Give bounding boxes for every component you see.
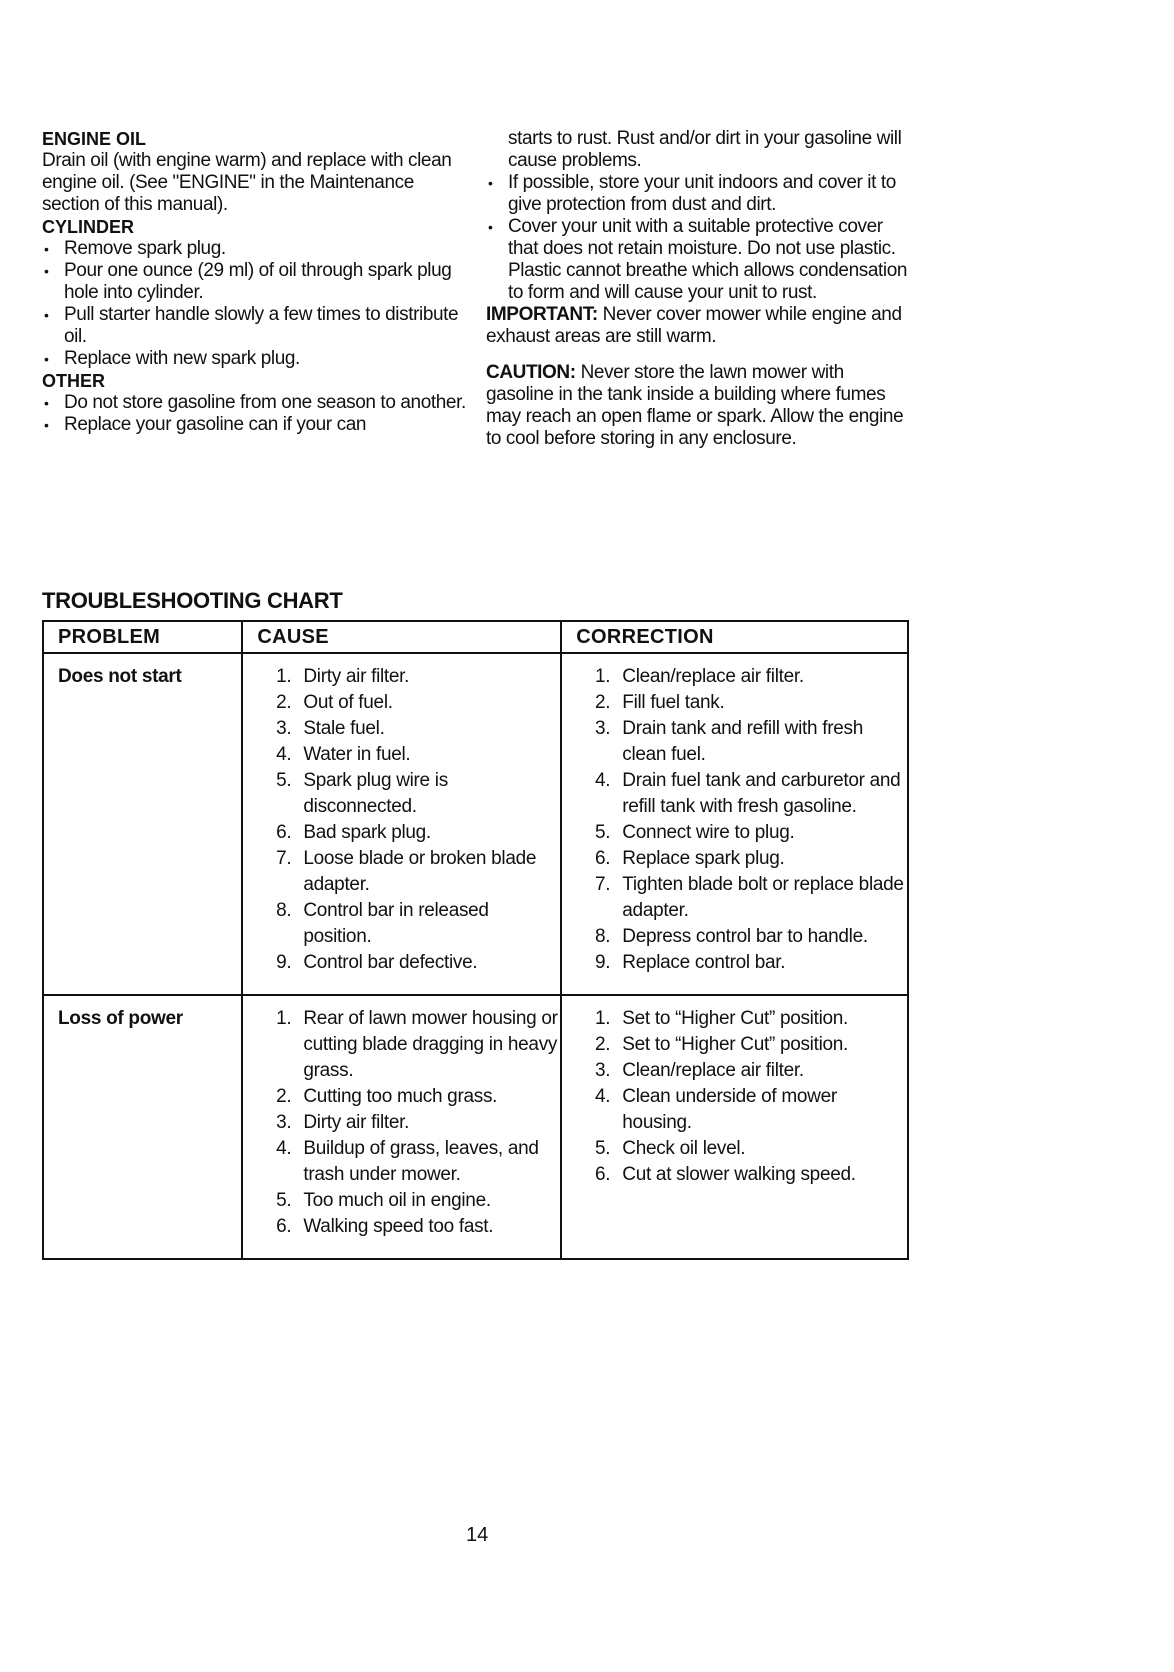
list-item [574, 664, 907, 690]
item-text: Rear of lawn mower housing or cutting blade dragging in heavy grass. [303, 1008, 558, 1081]
item-number: 3. [595, 718, 611, 739]
item-text: Too much oil in engine. [303, 1190, 491, 1211]
other-heading: OTHER [42, 371, 105, 391]
item-text: Buildup of grass, leaves, and trash under mower. [303, 1138, 539, 1185]
troubleshooting-table [42, 620, 909, 1260]
item-text: Dirty air filter. [303, 666, 410, 687]
rust-continuation-text: starts to rust. Rust and/or dirt in your gasoline will cause problems. [508, 128, 902, 171]
table-row [43, 995, 908, 1259]
list-item: • Do not store gasoline from one season to another. [42, 392, 472, 414]
item-text: Clean/replace air filter. [622, 1060, 804, 1081]
item-number: 8. [276, 900, 292, 921]
item-text: Bad spark plug. [303, 822, 431, 843]
list-item [255, 1110, 560, 1136]
header-problem: PROBLEM [43, 621, 242, 653]
list-item [255, 664, 560, 690]
caution-label: CAUTION: [486, 362, 576, 383]
item-number: 6. [276, 1216, 292, 1237]
cause-cell [242, 653, 561, 995]
item-number: 2. [276, 1086, 292, 1107]
caution-note [486, 362, 916, 450]
item-text: Fill fuel tank. [622, 692, 725, 713]
important-note [486, 304, 916, 348]
item-number: 7. [276, 848, 292, 869]
important-label: IMPORTANT: [486, 304, 598, 325]
list-item [255, 846, 560, 898]
item-text: Set to “Higher Cut” position. [622, 1034, 849, 1055]
list-item [574, 1006, 907, 1032]
item-number: 3. [276, 1112, 292, 1133]
important-text: Never cover mower while engine and exhaust areas are still warm. [486, 304, 902, 347]
item-text: Control bar in released position. [303, 900, 489, 947]
list-item: • Pull starter handle slowly a few times to distribute oil. [42, 304, 472, 348]
item-text: Cutting too much grass. [303, 1086, 498, 1107]
item-number: 7. [595, 874, 611, 895]
item-text: Cut at slower walking speed. [622, 1164, 856, 1185]
item-number: 5. [276, 770, 292, 791]
list-item: • Pour one ounce (29 ml) of oil through spark plug hole into cylinder. [42, 260, 472, 304]
engine-oil-text: Drain oil (with engine warm) and replace with clean engine oil. (See "ENGINE" in the Maintenance section of this manual). [42, 150, 452, 215]
item-number: 3. [595, 1060, 611, 1081]
item-number: 2. [595, 1034, 611, 1055]
item-text: Control bar defective. [303, 952, 478, 973]
item-text: Clean/replace air filter. [622, 666, 804, 687]
item-text: Clean underside of mower housing. [622, 1086, 837, 1133]
item-text: Tighten blade bolt or replace blade adapter. [622, 874, 904, 921]
troubleshooting-body [43, 653, 908, 1259]
item-number: 1. [595, 1008, 611, 1029]
item-text: Out of fuel. [303, 692, 393, 713]
list-item: • Replace with new spark plug. [42, 348, 472, 370]
other-list [42, 392, 472, 436]
list-item [255, 820, 560, 846]
left-column [42, 128, 472, 436]
item-text: Replace control bar. [622, 952, 786, 973]
caution-text: Never store the lawn mower with gasoline in the tank inside a building where fumes may reach an open flame or spark. Allow the engine to cool before storing in any enclosure. [486, 362, 904, 449]
cylinder-list [42, 238, 472, 370]
engine-oil-heading: ENGINE OIL [42, 129, 147, 149]
item-number: 8. [595, 926, 611, 947]
right-column [486, 128, 916, 450]
list-item [255, 950, 560, 976]
list-item [574, 690, 907, 716]
item-number: 1. [595, 666, 611, 687]
item-number: 4. [276, 1138, 292, 1159]
item-number: 5. [595, 822, 611, 843]
item-text: Set to “Higher Cut” position. [622, 1008, 849, 1029]
item-text: Dirty air filter. [303, 1112, 410, 1133]
list-item [574, 1084, 907, 1136]
list-item [255, 690, 560, 716]
list-item: • If possible, store your unit indoors and cover it to give protection from dust and dirt. [486, 172, 916, 216]
item-text: Connect wire to plug. [622, 822, 795, 843]
list-item [574, 716, 907, 768]
list-item [574, 924, 907, 950]
header-correction: CORRECTION [561, 621, 908, 653]
item-text: Walking speed too fast. [303, 1216, 494, 1237]
list-item [574, 820, 907, 846]
item-number: 3. [276, 718, 292, 739]
list-item [255, 1188, 560, 1214]
list-item [255, 898, 560, 950]
list-item [574, 1162, 907, 1188]
list-item [255, 716, 560, 742]
item-number: 2. [595, 692, 611, 713]
item-number: 5. [595, 1138, 611, 1159]
item-text: Depress control bar to handle. [622, 926, 868, 947]
list-item: • Remove spark plug. [42, 238, 472, 260]
list-item [574, 1136, 907, 1162]
troubleshooting-title: TROUBLESHOOTING CHART [42, 588, 343, 613]
storage-list [486, 172, 916, 304]
problem-cell: Does not start [43, 653, 242, 995]
list-item: • Replace your gasoline can if your can [42, 414, 472, 436]
item-text: Loose blade or broken blade adapter. [303, 848, 537, 895]
item-number: 4. [276, 744, 292, 765]
page-number: 14 [466, 1524, 489, 1546]
item-text: Stale fuel. [303, 718, 385, 739]
item-number: 6. [595, 1164, 611, 1185]
item-number: 2. [276, 692, 292, 713]
item-number: 1. [276, 666, 292, 687]
item-text: Drain fuel tank and carburetor and refill tank with fresh gasoline. [622, 770, 901, 817]
item-text: Check oil level. [622, 1138, 746, 1159]
list-item [255, 1084, 560, 1110]
item-text: Spark plug wire is disconnected. [303, 770, 448, 817]
list-item [574, 950, 907, 976]
header-cause: CAUSE [242, 621, 561, 653]
list-item [574, 872, 907, 924]
list-item [255, 1214, 560, 1240]
list-item [574, 1058, 907, 1084]
item-text: Drain tank and refill with fresh clean fuel. [622, 718, 863, 765]
item-number: 4. [595, 770, 611, 791]
table-row [43, 653, 908, 995]
item-number: 6. [276, 822, 292, 843]
list-item [574, 1032, 907, 1058]
correction-cell [561, 995, 908, 1259]
list-item [255, 742, 560, 768]
problem-cell: Loss of power [43, 995, 242, 1259]
list-item [574, 768, 907, 820]
cylinder-heading: CYLINDER [42, 217, 135, 237]
list-item [255, 768, 560, 820]
list-item [574, 846, 907, 872]
item-number: 4. [595, 1086, 611, 1107]
correction-cell [561, 653, 908, 995]
list-item [255, 1136, 560, 1188]
cause-cell [242, 995, 561, 1259]
item-number: 6. [595, 848, 611, 869]
item-text: Water in fuel. [303, 744, 411, 765]
list-item [255, 1006, 560, 1084]
item-number: 1. [276, 1008, 292, 1029]
item-text: Replace spark plug. [622, 848, 785, 869]
item-number: 9. [276, 952, 292, 973]
item-number: 5. [276, 1190, 292, 1211]
item-number: 9. [595, 952, 611, 973]
list-item: • Cover your unit with a suitable protective cover that does not retain moisture. Do not use plastic. Plastic cannot breathe which allows condensation to form and will cause your unit to rust. [486, 216, 916, 304]
